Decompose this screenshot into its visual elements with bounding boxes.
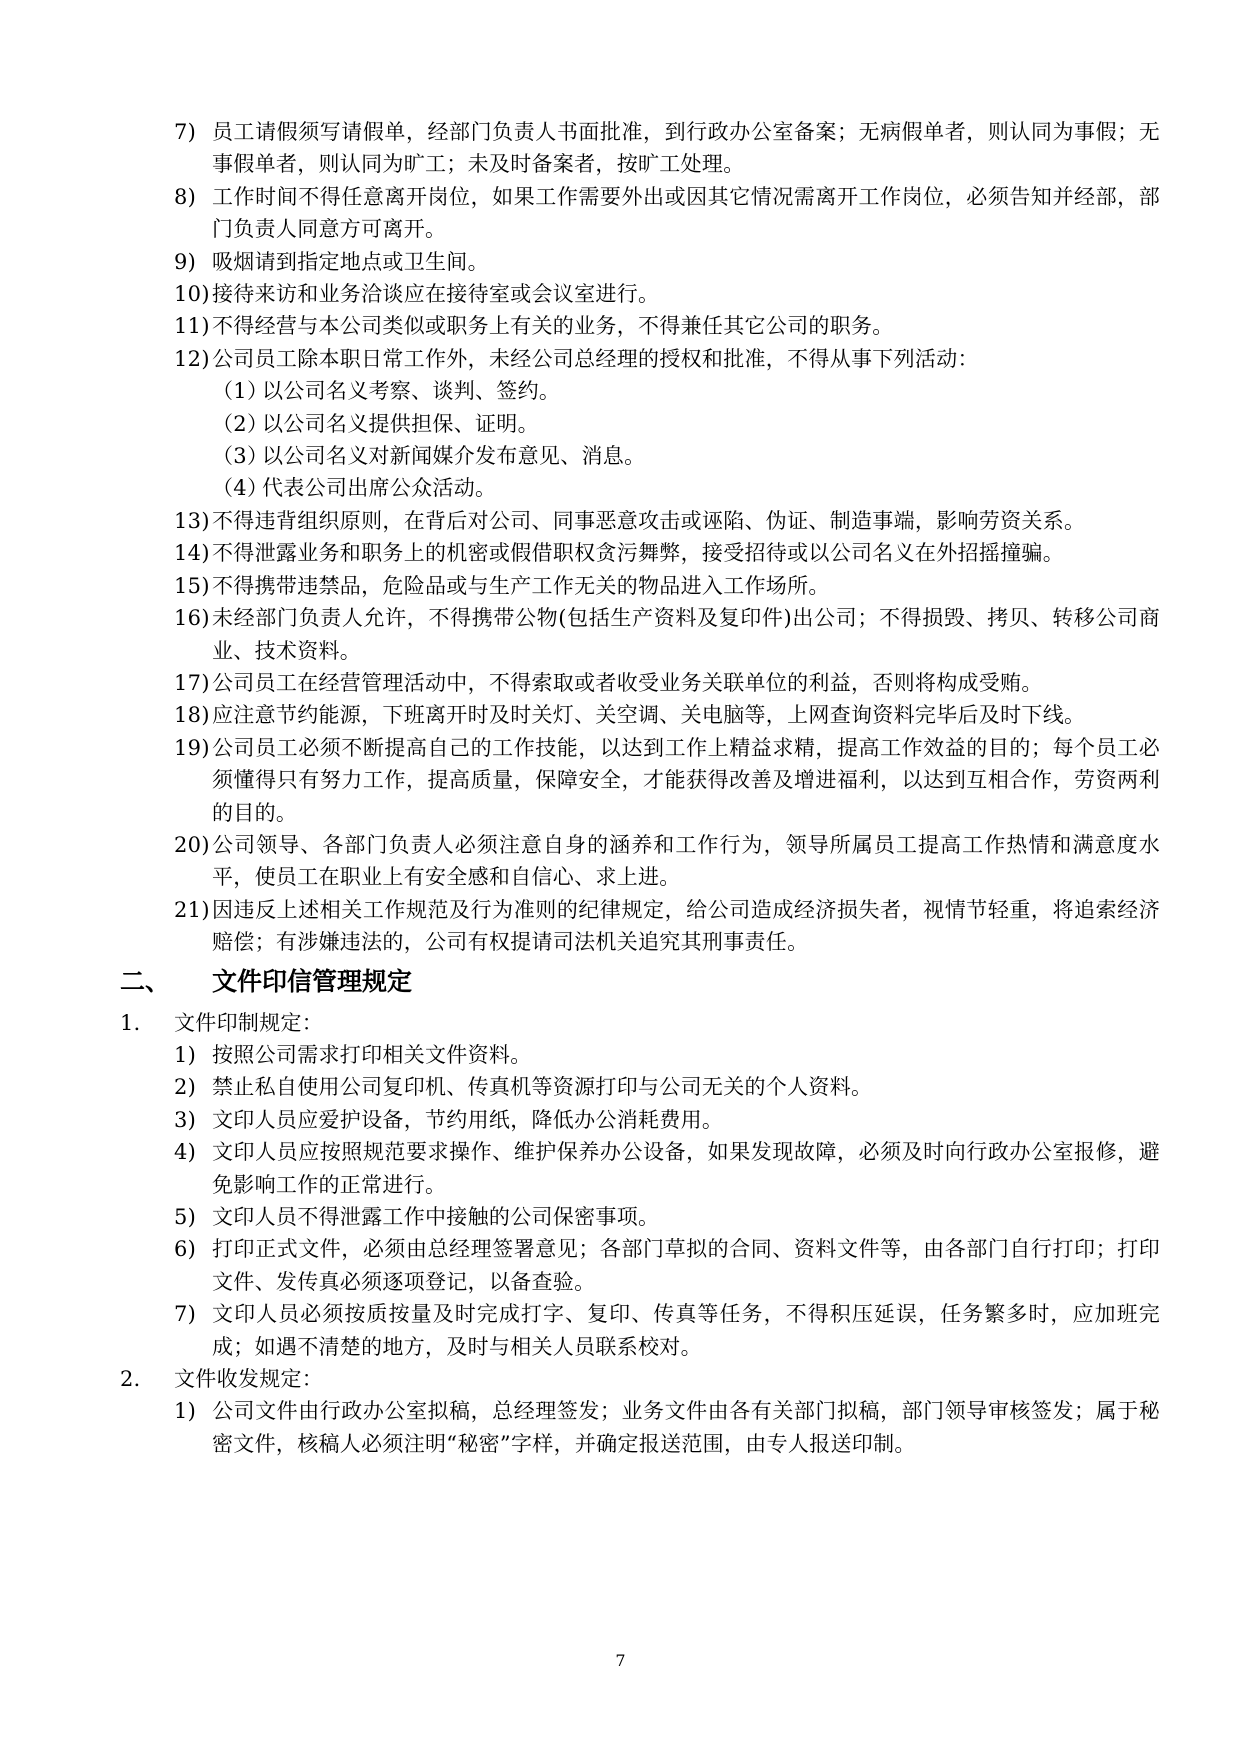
list-item-text: 文印人员不得泄露工作中接触的公司保密事项。 [212,1205,660,1229]
list-item-text: 不得经营与本公司类似或职务上有关的业务，不得兼任其它公司的职务。 [212,314,894,339]
list-item [120,343,1160,375]
list-item-text: 应注意节约能源，下班离开时及时关灯、关空调、关电脑等，上网查询资料完毕后及时下线。 [212,703,1086,728]
list-item-number: 10) [174,282,210,307]
list-item-text: 按照公司需求打印相关文件资料。 [212,1042,532,1067]
list-item-number: 21) [174,897,210,922]
list-item-text: 未经部门负责人允许，不得携带公物(包括生产资料及复印件)出公司；不得损毁、拷贝、转移公司商业、技术资料。 [212,606,1160,663]
list-item [120,570,1160,602]
list-item-number: 12) [174,346,210,371]
list-item-text: 公司领导、各部门负责人必须注意自身的涵养和工作行为，领导所属员工提高工作热情和满意度水平，使员工在职业上有安全感和自信心、求上进。 [212,832,1160,890]
list-item-number: 1) [174,1042,197,1067]
sub-list-item-text: 以公司名义提供担保、证明。 [262,411,539,436]
sub-list-item-text: 以公司名义考察、谈判、签约。 [262,379,561,404]
list-item-number: 13) [174,508,210,533]
list-item [120,181,1160,246]
list-item-text: 员工请假须写请假单，经部门负责人书面批准，到行政办公室备案；无病假单者，则认同为事假；无事假单者，则认同为旷工；未及时备案者，按旷工处理。 [212,120,1160,177]
list-item-number: 16) [174,606,210,631]
section-heading [120,965,1160,999]
list-item [120,699,1160,731]
list-item [120,602,1160,667]
list-item-number: 1) [174,1399,197,1424]
list-item-number: 6) [174,1237,197,1262]
list-item [120,732,1160,829]
list-item-text: 禁止私自使用公司复印机、传真机等资源打印与公司无关的个人资料。 [212,1075,873,1100]
sub-list-item-number: （4） [212,476,269,501]
list-item [120,1201,1160,1233]
list-item-text: 公司员工除本职日常工作外，未经公司总经理的授权和批准，不得从事下列活动： [212,346,979,371]
sub-list-item-number: （1） [212,379,269,404]
section-title: 文件印信管理规定 [212,966,413,996]
subsection-title: 文件印制规定： [174,1010,324,1035]
list-item-number: 5) [174,1205,197,1229]
sub-list-item [120,440,1160,472]
subsection-number: 1． [120,1010,155,1035]
page-number: 7 [615,1651,626,1670]
list-item-number: 8) [174,184,197,209]
list-item-number: 4) [174,1140,197,1165]
list-item [120,829,1160,894]
list-item-number: 17) [174,670,210,695]
sub-list-item-number: （3） [212,444,269,469]
list-item-text: 不得违背组织原则，在背后对公司、同事恶意攻击或诬陷、伪证、制造事端，影响劳资关系。 [212,508,1086,533]
sub-list-item [120,408,1160,440]
list-item [120,1395,1160,1460]
sub-list-item-text: 以公司名义对新闻媒介发布意见、消息。 [262,444,646,469]
section-number: 二、 [120,966,171,996]
list-item-number: 14) [174,541,210,566]
list-item-number: 15) [174,573,210,598]
list-item-text: 不得泄露业务和职务上的机密或假借职权贪污舞弊，接受招待或以公司名义在外招摇撞骗。 [212,541,1064,566]
list-item-number: 2) [174,1075,197,1100]
list-item [120,667,1160,699]
page-content [120,116,1160,1460]
list-item-text: 文印人员应爱护设备，节约用纸，降低办公消耗费用。 [212,1107,724,1132]
list-item-text: 不得携带违禁品，危险品或与生产工作无关的物品进入工作场所。 [212,573,830,598]
list-item [120,537,1160,569]
sub-list-item-text: 代表公司出席公众活动。 [262,476,497,501]
list-item-number: 11) [174,314,210,339]
list-item-number: 18) [174,703,210,728]
list-item-number: 9) [174,249,197,274]
list-item-number: 7) [174,120,197,144]
list-item [120,505,1160,537]
sub-list-item [120,375,1160,407]
list-item [120,278,1160,310]
list-item [120,246,1160,278]
subsection-title: 文件收发规定： [174,1367,324,1392]
list-item [120,894,1160,959]
subsection-heading [120,1363,1160,1395]
list-item [120,1298,1160,1363]
list-item-text: 打印正式文件，必须由总经理签署意见；各部门草拟的合同、资料文件等，由各部门自行打印；打印文件、发传真必须逐项登记，以备查验。 [212,1237,1160,1294]
subsection-heading [120,1007,1160,1039]
list-item [120,1104,1160,1136]
list-item-text: 文印人员应按照规范要求操作、维护保养办公设备，如果发现故障，必须及时向行政办公室报修，避免影响工作的正常进行。 [212,1140,1160,1197]
list-item [120,310,1160,342]
list-item-text: 公司员工必须不断提高自己的工作技能，以达到工作上精益求精，提高工作效益的目的；每个员工必须懂得只有努力工作，提高质量，保障安全，才能获得改善及增进福利，以达到互相合作，劳资两利的目的。 [212,735,1160,825]
list-item-text: 吸烟请到指定地点或卫生间。 [212,249,489,274]
sub-list-item-number: （2） [212,411,269,436]
list-item [120,1071,1160,1103]
list-item [120,1233,1160,1298]
list-item-text: 接待来访和业务洽谈应在接待室或会议室进行。 [212,282,660,307]
list-item [120,1136,1160,1201]
list-item-number: 19) [174,735,210,760]
list-item-text: 因违反上述相关工作规范及行为准则的纪律规定，给公司造成经济损失者，视情节轻重，将追索经济赔偿；有涉嫌违法的，公司有权提请司法机关追究其刑事责任。 [212,897,1160,955]
list-item-text: 公司员工在经营管理活动中，不得索取或者收受业务关联单位的利益，否则将构成受贿。 [212,670,1043,695]
list-item [120,1039,1160,1071]
list-item-text: 工作时间不得任意离开岗位，如果工作需要外出或因其它情况需离开工作岗位，必须告知并经部，部门负责人同意方可离开。 [212,184,1160,242]
list-item [120,116,1160,181]
sub-list-item [120,472,1160,504]
list-item-number: 20) [174,832,210,857]
list-item-number: 3) [174,1107,197,1132]
subsection-number: 2． [120,1367,155,1392]
list-item-text: 公司文件由行政办公室拟稿，总经理签发；业务文件由各有关部门拟稿，部门领导审核签发；属于秘密文件，核稿人必须注明“秘密”字样，并确定报送范围，由专人报送印制。 [212,1399,1160,1456]
list-item-number: 7) [174,1302,197,1327]
list-item-text: 文印人员必须按质按量及时完成打字、复印、传真等任务，不得积压延误，任务繁多时，应加班完成；如遇不清楚的地方，及时与相关人员联系校对。 [212,1302,1160,1359]
